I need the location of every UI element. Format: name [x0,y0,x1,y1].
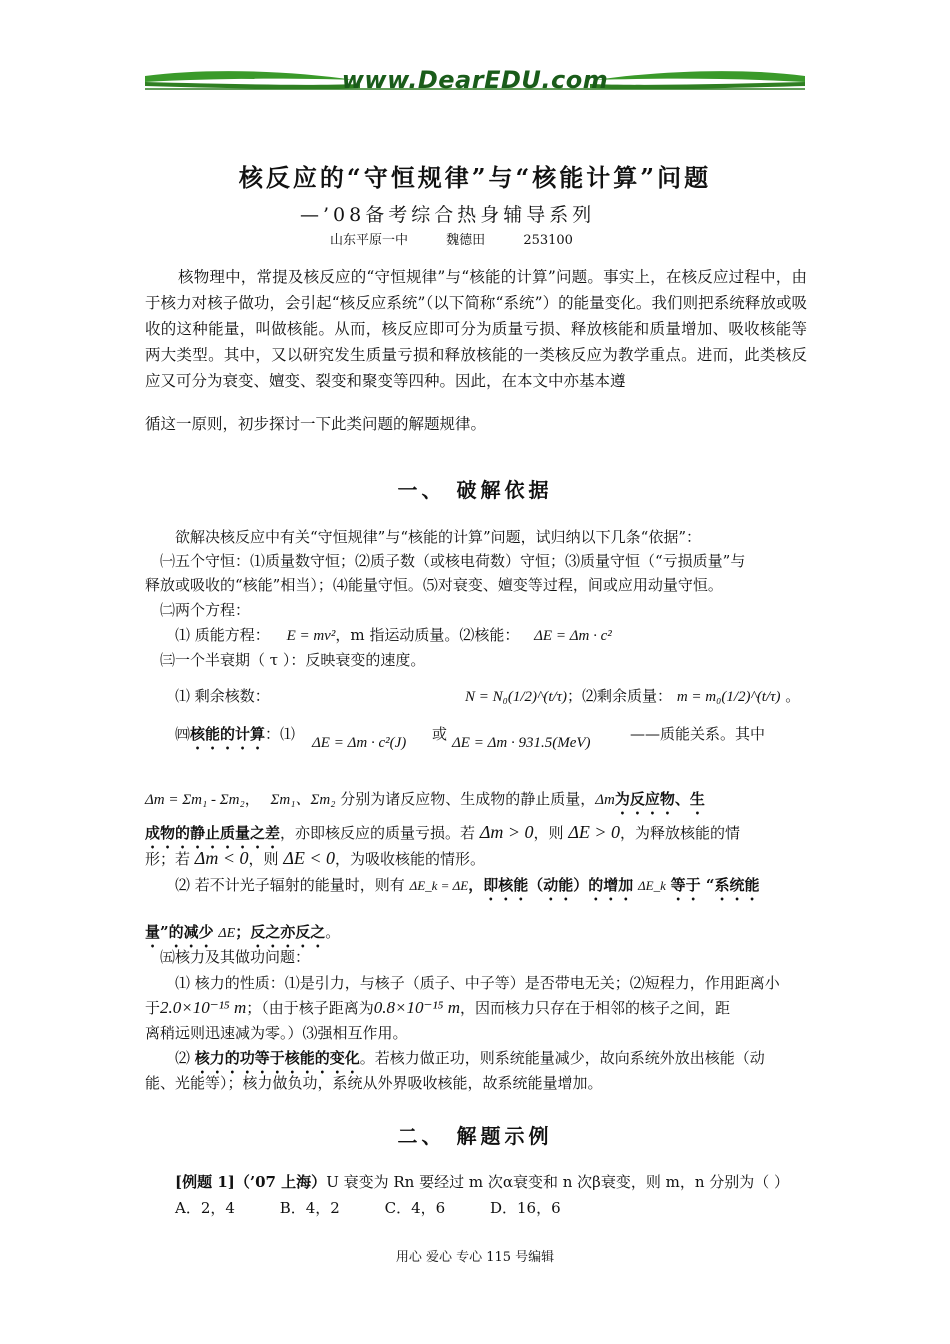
nuclear-energy-equation: ΔE = Δm · c² [534,628,612,644]
item2-title: ㈡两个方程： [160,601,251,619]
mass-defect-emphasis-2: 成物的静止质量之差 [145,824,281,842]
item4-or: 或 [432,725,448,743]
section1-lead: 欲解决核反应中有关“守恒规律”与“核能的计算”问题，试归纳以下几条“依据”： [175,528,702,546]
mass-defect-line [145,787,807,818]
author-line [330,229,607,248]
distance-value-2: 0.8×10⁻¹⁵ m [373,998,460,1017]
condition-dm-positive: Δm > 0 [479,822,534,842]
item3-remaining-nuclei-label: ⑴ 剩余核数： [175,687,270,705]
item4-b-text: ⑵ 若不计光子辐射的能量时，则有 [175,876,405,894]
header-logo [145,62,805,102]
item2-a-label: ⑴ 质能方程： [175,626,270,644]
mass-defect-separator: ， [244,790,260,808]
mass-defect-equation: Δm = Σm₁ - Σm₂ [145,792,245,808]
mass-sums: Σm₁、Σm₂ [270,792,336,808]
item4-label: ㈣ [175,725,191,743]
condition-dm-negative: Δm < 0 [194,848,249,868]
kinetic-energy-emphasis-4: ；反之亦反之 [235,923,326,941]
kinetic-energy-emphasis-3: 量”的减少 [145,923,214,941]
item5-b-tail: 。若核力做正功，则系统能量减少，故向系统外放出核能（动 [359,1049,765,1067]
energy-joule-equation: ΔE = Δm · c²(J) [312,735,407,751]
example-options [175,1196,837,1220]
condition-de-negative: ΔE < 0 [283,848,336,868]
kinetic-energy-emphasis: ，即核能（动能）的增加 [468,876,634,894]
release-text-2: 形；若 [145,850,191,868]
example-text: U 衰变为 Rn 要经过 m 次α衰变和 n 次β衰变，则 m，n 分别为（ ） [326,1173,790,1191]
author-code: 253100 [523,233,573,248]
release-text: ，为释放核能的情 [620,824,741,842]
then-1: ，则 [533,824,564,842]
author-school: 山东平原一中 [330,233,409,248]
item3-b-label: ；⑵剩余质量： [567,687,673,705]
item5-title: ㈤核力及其做功问题： [160,948,311,966]
mass-energy-equation: E = mv² [286,628,336,644]
mass-defect-text: 分别为诸反应物、生成物的静止质量， [340,790,596,808]
option-b: B．4，2 [279,1199,340,1217]
then-2: ，则 [248,850,279,868]
item1-line-a: ㈠五个守恒：⑴质量数守恒；⑵质子数（或核电荷数）守恒；⑶质量守恒（“亏损质量”与 [160,552,746,570]
kinetic-energy-end: 。 [325,923,341,941]
energy-symbol: ΔE [218,926,236,941]
option-d: D．16，6 [489,1199,561,1217]
option-a: A．2，4 [175,1199,235,1217]
example-1 [175,1170,837,1194]
condition-de-positive: ΔE > 0 [568,822,621,842]
absorb-line [145,846,807,871]
item3-equations: N = N₀(1/2)^(t/τ)；⑵剩余质量： m = m₀(1/2)^(t/τ) 。 [465,687,801,705]
kinetic-energy-line [175,873,837,904]
example-label: [例题 1]（’07 上海） [175,1173,327,1191]
kinetic-energy-equation: ΔE_k = ΔE [409,878,469,893]
kinetic-energy-emphasis-2: 等于 “系统能 [670,876,760,894]
item3-title: ㈢一个半衰期（ τ ）：反映衰变的速度。 [160,651,426,669]
item5-a2-tail: ，因而核力只存在于相邻的核子之间，距 [460,999,731,1017]
section-heading-1: 一、 破解依据 [397,478,553,502]
page-footer: 用心 爱心 专心 115 号编辑 [395,1250,555,1265]
kinetic-energy-symbol: ΔE_k [638,878,666,893]
item5-a-line3: 离稍远则迅速减为零。）⑶强相互作用。 [145,1024,408,1042]
distance-value-1: 2.0×10⁻¹⁵ m [160,998,247,1017]
remaining-mass-equation: m = m₀(1/2)^(t/τ) [676,689,781,705]
energy-mev-equation: ΔE = Δm · 931.5(MeV) [452,735,591,751]
intro-paragraph: 核物理中，常提及核反应的“守恒规律”与“核能的计算”问题。事实上，在核反应过程中，由于核力对核子做功，会引起“核反应系统”（以下简称“系统”）的能量变化。我们则把系统释放或吸收的这种能量，叫做核能。从而，核反应即可分为质量亏损、释放核能和质量增加、吸收核能等两大类型。其中，又以研究发生质量亏损和释放核能的一类核反应为教学重点。进而，此类核反应又可分为衰变、嬗变、裂变和聚变等四种。因此，在本文中亦基本遵 [145,268,807,390]
item4-emphasis: 核能的计算 [190,725,266,743]
item1-line-b: 释放或吸收的“核能”相当）；⑷能量守恒。⑸对衰变、嬗变等过程，间或应用动量守恒。 [145,576,723,594]
remaining-nuclei-equation: N = N₀(1/2)^(t/τ) [465,689,568,705]
option-c: C．4，6 [384,1199,446,1217]
item5-a2-mid: ；（由于核子距离为 [246,999,374,1017]
mass-defect-emphasis-1: 为反应物、生 [614,790,705,808]
absorb-text: ，为吸收核能的情形。 [335,850,486,868]
item4-tail: ——质能关系。其中 [630,725,766,743]
section-heading-2: 二、 解题示例 [397,1124,553,1148]
item2-equations [175,623,837,648]
item2-a-note: ，m 指运动质量。⑵核能： [335,626,520,644]
item5-a-line1: ⑴ 核力的性质：⑴是引力，与核子（质子、中子等）是否带电无关；⑵短程力，作用距离小 [175,974,780,992]
page-subtitle: —’08备考综合热身辅导系列 [300,204,596,226]
item5-a-line2 [145,996,807,1020]
logo-text: www.DearEDU.com [341,66,609,94]
mass-defect-text-2: ，亦即核反应的质量亏损。若 [280,824,476,842]
item5-b-prefix: ⑵ [175,1049,195,1067]
item4-colon: ：⑴ [265,725,296,743]
author-name: 魏德田 [446,233,486,248]
mass-defect-symbol: Δm [595,792,615,808]
item5-a2-prefix: 于 [145,999,161,1017]
page-title: 核反应的“守恒规律”与“核能计算”问题 [238,163,712,192]
intro-end: 循这一原则，初步探讨一下此类问题的解题规律。 [145,415,487,433]
item5-b-line2: 能、光能等）；核力做负功，系统从外界吸收核能，故系统能量增加。 [145,1074,603,1092]
item5-b-emphasis: 核力的功等于核能的变化 [194,1049,360,1067]
